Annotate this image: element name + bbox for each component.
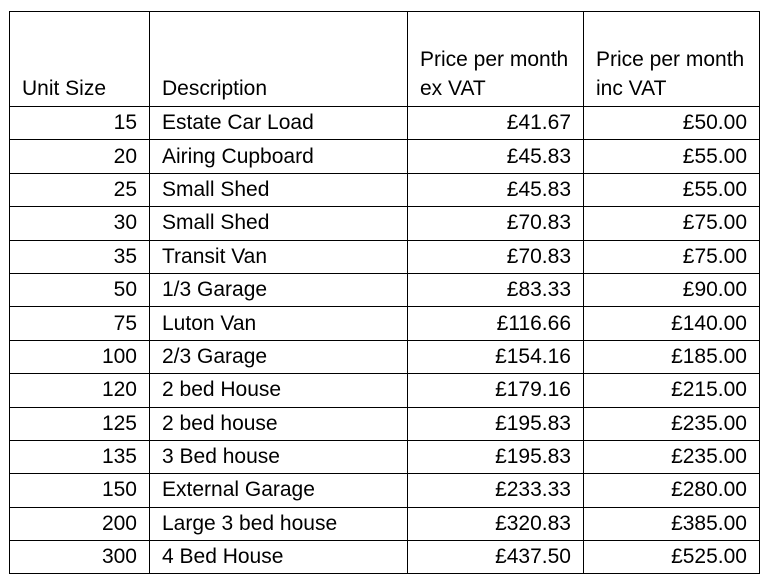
header-description: Description (150, 12, 408, 107)
cell-price-ex-vat: £70.83 (408, 207, 584, 240)
table-body (10, 107, 760, 574)
cell-description: 2 bed House (150, 374, 408, 407)
header-row (10, 12, 760, 107)
cell-price-ex-vat: £41.67 (408, 107, 584, 140)
table-row (10, 273, 760, 306)
cell-price-inc-vat: £525.00 (584, 541, 760, 574)
table-row (10, 240, 760, 273)
pricing-table (9, 11, 760, 574)
cell-unit-size: 150 (10, 474, 150, 507)
cell-unit-size: 30 (10, 207, 150, 240)
header-price-inc-vat: Price per month inc VAT (584, 12, 760, 107)
cell-price-inc-vat: £75.00 (584, 240, 760, 273)
cell-description: Large 3 bed house (150, 507, 408, 540)
cell-price-ex-vat: £154.16 (408, 340, 584, 373)
table-row (10, 207, 760, 240)
cell-price-ex-vat: £179.16 (408, 374, 584, 407)
cell-unit-size: 75 (10, 307, 150, 340)
cell-description: External Garage (150, 474, 408, 507)
cell-unit-size: 15 (10, 107, 150, 140)
cell-unit-size: 120 (10, 374, 150, 407)
cell-description: 4 Bed House (150, 541, 408, 574)
cell-price-ex-vat: £83.33 (408, 273, 584, 306)
cell-description: 2/3 Garage (150, 340, 408, 373)
table-header (10, 12, 760, 107)
cell-description: 1/3 Garage (150, 273, 408, 306)
table-row (10, 140, 760, 173)
table-row (10, 107, 760, 140)
table-row (10, 541, 760, 574)
cell-price-ex-vat: £70.83 (408, 240, 584, 273)
table-row (10, 474, 760, 507)
cell-description: Estate Car Load (150, 107, 408, 140)
cell-price-ex-vat: £195.83 (408, 407, 584, 440)
cell-unit-size: 50 (10, 273, 150, 306)
cell-price-inc-vat: £215.00 (584, 374, 760, 407)
header-unit-size: Unit Size (10, 12, 150, 107)
cell-price-inc-vat: £55.00 (584, 140, 760, 173)
cell-unit-size: 25 (10, 173, 150, 206)
cell-unit-size: 20 (10, 140, 150, 173)
cell-description: 2 bed house (150, 407, 408, 440)
cell-price-ex-vat: £437.50 (408, 541, 584, 574)
cell-price-inc-vat: £75.00 (584, 207, 760, 240)
cell-unit-size: 135 (10, 440, 150, 473)
cell-price-inc-vat: £385.00 (584, 507, 760, 540)
cell-description: Small Shed (150, 207, 408, 240)
cell-price-inc-vat: £55.00 (584, 173, 760, 206)
table-row (10, 307, 760, 340)
cell-price-inc-vat: £140.00 (584, 307, 760, 340)
cell-description: Airing Cupboard (150, 140, 408, 173)
cell-price-ex-vat: £45.83 (408, 173, 584, 206)
cell-description: 3 Bed house (150, 440, 408, 473)
table-row (10, 374, 760, 407)
table-row (10, 173, 760, 206)
cell-price-ex-vat: £195.83 (408, 440, 584, 473)
cell-price-inc-vat: £235.00 (584, 440, 760, 473)
cell-description: Small Shed (150, 173, 408, 206)
table-row (10, 340, 760, 373)
cell-unit-size: 300 (10, 541, 150, 574)
cell-description: Luton Van (150, 307, 408, 340)
cell-price-inc-vat: £185.00 (584, 340, 760, 373)
header-price-ex-vat: Price per month ex VAT (408, 12, 584, 107)
cell-price-inc-vat: £235.00 (584, 407, 760, 440)
cell-price-ex-vat: £45.83 (408, 140, 584, 173)
cell-price-ex-vat: £116.66 (408, 307, 584, 340)
cell-price-inc-vat: £90.00 (584, 273, 760, 306)
cell-unit-size: 100 (10, 340, 150, 373)
cell-price-inc-vat: £50.00 (584, 107, 760, 140)
table-row (10, 440, 760, 473)
cell-description: Transit Van (150, 240, 408, 273)
cell-unit-size: 200 (10, 507, 150, 540)
cell-price-ex-vat: £233.33 (408, 474, 584, 507)
table-row (10, 407, 760, 440)
cell-price-inc-vat: £280.00 (584, 474, 760, 507)
cell-price-ex-vat: £320.83 (408, 507, 584, 540)
table-row (10, 507, 760, 540)
cell-unit-size: 125 (10, 407, 150, 440)
cell-unit-size: 35 (10, 240, 150, 273)
